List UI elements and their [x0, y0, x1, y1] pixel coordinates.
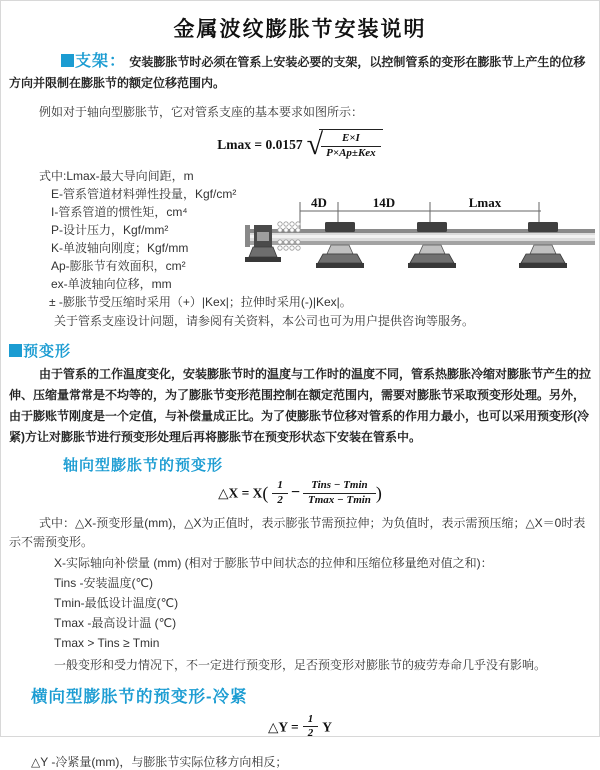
section-marker-icon [61, 54, 74, 67]
diagram-label-lmax: Lmax [468, 195, 502, 210]
definition-line: P-设计压力，Kgf/mm² [51, 223, 169, 237]
predeform-heading-label: 预变形 [23, 343, 72, 360]
predeform-section-heading [9, 340, 599, 361]
lateral-subsection-heading: 横向型膨胀节的预变形-冷紧 [31, 687, 248, 706]
lmax-formula-lhs: Lmax = 0.0157 [217, 137, 303, 152]
lateral-formula-rhs: Y [322, 718, 332, 734]
temperature-line: Tins -安装温度(℃) [54, 575, 154, 590]
temperature-line: Tmax -最高设计温 (℃) [54, 615, 177, 630]
page-title: 金属波纹膨胀节安装说明 [173, 18, 427, 41]
diagram-label-4d: 4D [311, 195, 327, 210]
pipe-diagram-svg [243, 189, 599, 285]
definition-line: Ap-膨胀节有效面积，cm² [51, 259, 186, 273]
support-intro-paragraph [9, 51, 591, 94]
temperature-line: Tmax > Tins ≥ Tmin [54, 635, 160, 650]
temp-numerator: Tins − Tmin [303, 479, 376, 494]
pipe-support-diagram [243, 189, 599, 285]
axial-formula [1, 479, 599, 508]
axial-x-definition: X-实际轴向补偿量 (mm) (相对于膨胀节中间状态的拉伸和压缩位移量绝对值之和)： [54, 555, 493, 570]
minus-sign: − [290, 484, 301, 502]
lmax-formula-denominator: P×Ap±Kex [326, 147, 376, 159]
support-note-text: 关于管系支座设计问题，请参阅有关资料，本公司也可为用户提供咨询等服务。 [54, 314, 475, 328]
lateral-denominator: 2 [307, 727, 314, 740]
definition-line: I-管系管道的惯性矩，cm⁴ [51, 205, 188, 219]
lateral-formula [1, 713, 599, 742]
right-paren: ) [375, 482, 382, 503]
support-example-text: 例如对于轴向型膨胀节，它对管系支座的基本要求如图所示： [39, 105, 364, 119]
definition-line: ex-单波轴向位移，mm [51, 277, 172, 291]
definition-line: E-管系管道材料弹性投量，Kgf/cm² [51, 187, 237, 201]
support-intro-text: 安装膨胀节时必须在管系上安装必要的支架，以控制管系的变形在膨胀节上产生的位移方向并限制在膨胀节的额定位移范围内。 [9, 55, 586, 90]
lmax-formula-numerator: E×I [321, 132, 381, 147]
temperature-line: Tmin-最低设计温度(℃) [54, 595, 179, 610]
definition-line: 式中:Lmax-最大导向间距，m [39, 169, 194, 183]
lmax-formula [1, 128, 599, 162]
definition-line: ± -膨胀节受压缩时采用（+）|Kex|；拉伸时采用(-)|Kex|。 [49, 295, 352, 309]
section-marker-icon [9, 344, 22, 357]
diagram-label-14d: 14D [372, 195, 396, 210]
radical-sign: √ [306, 128, 324, 161]
axial-subsection-heading: 轴向型膨胀节的预变形 [63, 457, 224, 474]
lateral-numerator: 1 [303, 713, 319, 728]
axial-note-text: 一般变形和受力情况下，不一定进行预变形，足否预变形对膨胀节的疲劳寿命几乎没有影响。 [54, 657, 547, 672]
lateral-formula-lhs: △Y = [268, 718, 299, 734]
support-section-heading: 支架： [75, 53, 127, 70]
lateral-note-text: △Y -冷紧量(mm)，与膨胀节实际位移方向相反； [31, 755, 288, 769]
predeform-body-text: 由于管系的工作温度变化，安装膨胀节时的温度与工作时的温度不同，管系热膨胀冷缩对膨胀节产生的拉伸、压缩量常常是不均等的，为了膨胀节变形范围控制在额定范围内，需要对膨胀节采取预变形处理。另外，由于膨账节刚度是一个定值，与补偿量成正比。为了使膨胀节位移对管系的作用力最小，也可以采用预变形(冷紧)方让对膨胀节进行预变形处理后再将膨胀节在预变形状态下安装在管系中。 [9, 367, 592, 444]
definition-line: K-单波轴向刚度；Kgf/mm [51, 241, 189, 255]
half-numerator: 1 [272, 479, 288, 494]
temp-denominator: Tmax − Tmin [308, 493, 371, 506]
axial-formula-lhs: △X = X [218, 485, 263, 501]
axial-desc-text: 式中：△X-预变形量(mm)，△X为正值时，表示膨张节需预拉伸；为负值时，表示需预压缩；△X＝0时表示不需预变形。 [9, 515, 586, 549]
left-paren: ( [262, 482, 269, 503]
half-denominator: 2 [277, 493, 283, 506]
